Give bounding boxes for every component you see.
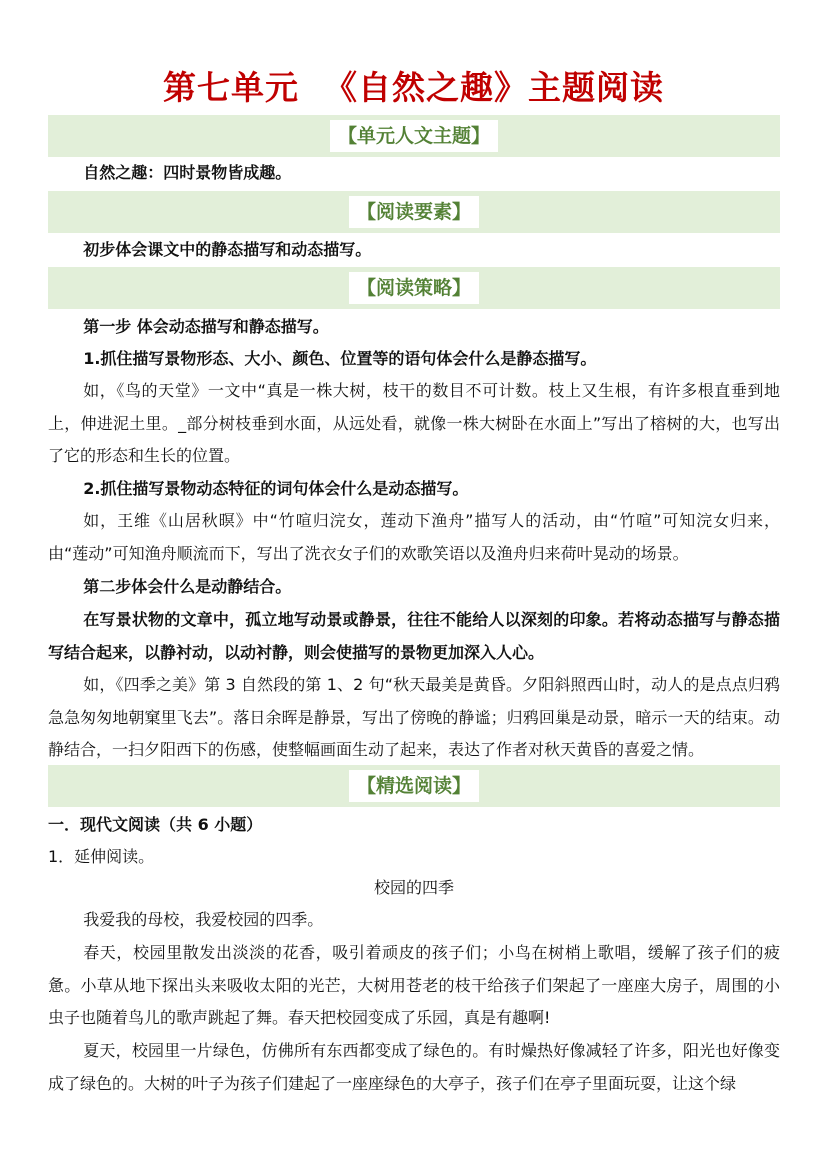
elements-text: 初步体会课文中的静态描写和动态描写。 (83, 240, 372, 259)
section-heading: 【阅读要素】 (349, 196, 479, 228)
section-heading: 【单元人文主题】 (330, 120, 498, 152)
article-paragraph: 春天，校园里散发出淡淡的花香，吸引着顽皮的孩子们；小鸟在树梢上歌唱，缓解了孩子们的疲惫。小草从地下探出头来吸收太阳的光芒，大树用苍老的枝干给孩子们架起了一座座大房子，周围的小虫子也随着鸟儿的歌声跳起了舞。春天把校园变成了乐园，真是有趣啊! (48, 943, 780, 1028)
article-paragraph: 我爱我的母校，我爱校园的四季。 (83, 910, 324, 929)
point2: 2.抓住描写景物动态特征的词句体会什么是动态描写。 (83, 479, 469, 498)
step2-heading: 第二步体会什么是动静结合。 (83, 577, 292, 596)
example1: 如，《鸟的天堂》一文中“真是一株大树，枝干的数目不可计数。枝上又生根，有许多根直垂到地上，伸进泥土里。_部分树枝垂到水面，从远处看，就像一株大树卧在水面上”写出了榕树的大，也写出了它的形态和生长的位置。 (48, 381, 780, 466)
theme-text: 自然之趣：四时景物皆成趣。 (83, 163, 292, 182)
question-1: 1．延伸阅读。 (48, 847, 155, 866)
part-heading: 一．现代文阅读（共 6 小题） (48, 815, 263, 834)
article-title: 校园的四季 (373, 878, 454, 897)
section-banner-reading (48, 765, 780, 807)
section-banner-elements (48, 191, 780, 233)
point1: 1.抓住描写景物形态、大小、颜色、位置等的语句体会什么是静态描写。 (83, 349, 597, 368)
example3: 如，《四季之美》第 3 自然段的第 1、2 句“秋天最美是黄昏。夕阳斜照西山时，动人的是点点归鸦急急匆匆地朝窠里飞去”。落日余晖是静景，写出了傍晚的静谧；归鸦回巢是动景，暗示一天的结束。动静结合，一扫夕阳西下的伤感，使整幅画面生动了起来，表达了作者对秋天黄昏的喜爱之情。 (48, 675, 780, 760)
section-heading: 【阅读策略】 (349, 272, 479, 304)
example2: 如，王维《山居秋暝》中“竹喧归浣女，莲动下渔舟”描写人的活动，由“竹喧”可知浣女归来，由“莲动”可知渔舟顺流而下，写出了洗衣女子们的欢歌笑语以及渔舟归来荷叶晃动的场景。 (48, 511, 780, 563)
summary: 在写景状物的文章中，孤立地写动景或静景，往往不能给人以深刻的印象。若将动态描写与静态描写结合起来，以静衬动，以动衬静，则会使描写的景物更加深入人心。 (48, 610, 780, 662)
section-heading: 【精选阅读】 (349, 770, 479, 802)
section-banner-theme (48, 115, 780, 157)
page-title: 第七单元 《自然之趣》主题阅读 (163, 68, 664, 107)
section-banner-strategy (48, 267, 780, 309)
step1-heading: 第一步 体会动态描写和静态描写。 (83, 317, 329, 336)
article-paragraph: 夏天，校园里一片绿色，仿佛所有东西都变成了绿色的。有时燥热好像减轻了许多，阳光也好像变成了绿色的。大树的叶子为孩子们建起了一座座绿色的大亭子，孩子们在亭子里面玩耍，让这个绿 (48, 1041, 780, 1093)
